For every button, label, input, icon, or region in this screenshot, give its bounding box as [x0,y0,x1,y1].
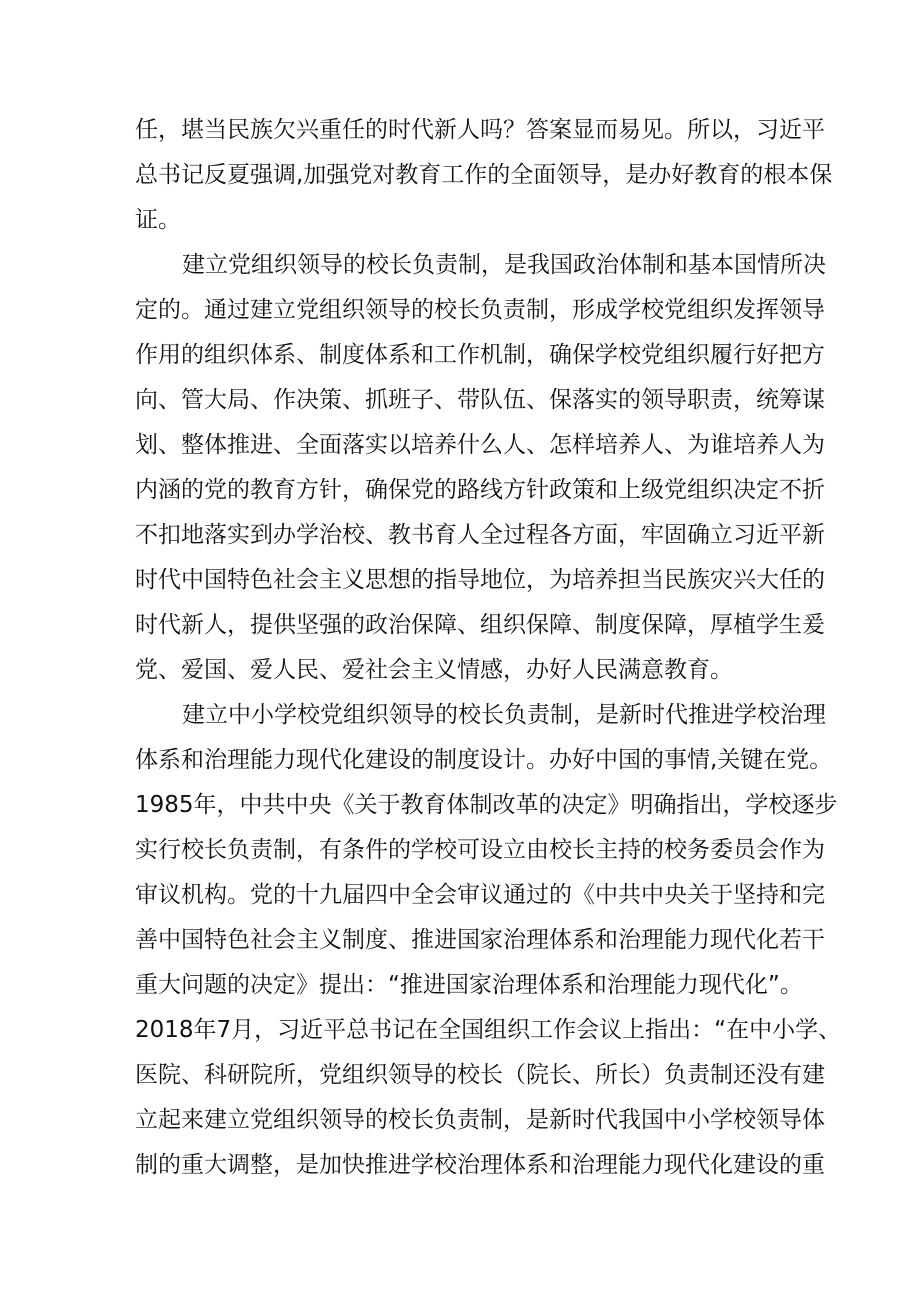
text-line: 向、管大局、作决策、抓班子、带队伍、保落实的领导职责，统筹谋 [135,387,825,413]
text-line: 重大问题的决定》提出：“推进国家治理体系和治理能力现代化”。 [135,972,803,998]
text-line: 立起来建立党组织领导的校长负责制，是新时代我国中小学校领导体 [135,1107,825,1133]
text-line: 不扣地落实到办学治校、教书育人全过程各方面，牢固确立习近平新 [135,522,825,548]
text-line: 总书记反夏强调,加强党对教育工作的全面领导，是办好教育的根本保 [135,162,833,188]
text-line: 建立中小学校党组织领导的校长负责制，是新时代推进学校治理 [182,702,826,728]
text-line: 2018年7月，习近平总书记在全国组织工作会议上指出：“在中小学、 [135,1017,842,1043]
text-line: 制的重大调整，是加快推进学校治理体系和治理能力现代化建设的重 [135,1152,825,1178]
text-line: 审议机构。党的十九届四中全会审议通过的《中共中央关于坚持和完 [135,882,825,908]
text-line: 证。 [135,207,181,233]
text-line: 党、爱国、爱人民、爱社会主义情感，办好人民满意教育。 [135,657,733,683]
text-line: 时代中国特色社会主义思想的指导地位，为培养担当民族灾兴大任的 [135,567,825,593]
text-line: 建立党组织领导的校长负责制，是我国政治体制和基本国情所决 [182,252,826,278]
text-line: 作用的组织体系、制度体系和工作机制，确保学校党组织履行好把方 [135,342,825,368]
text-line: 任，堪当民族欠兴重任的时代新人吗？答案显而易见。所以，习近平 [135,117,825,143]
text-line: 定的。通过建立党组织领导的校长负责制，形成学校党组织发挥领导 [135,297,825,323]
text-line: 体系和治理能力现代化建设的制度设计。办好中国的事情,关键在党。 [135,747,833,773]
text-line: 时代新人，提供坚强的政治保障、组织保障、制度保障，厚植学生爰 [135,612,825,638]
text-line: 内涵的党的教育方针，确保党的路线方针政策和上级党组织决定不折 [135,477,825,503]
text-line: 善中国特色社会主义制度、推进国家治理体系和治理能力现代化若干 [135,927,825,953]
text-line: 1985年，中共中央《关于教育体制改革的决定》明确指出，学校逐步 [135,792,838,818]
text-line: 医院、科研院所，党组织领导的校长（院长、所长）负责制还没有建 [135,1062,825,1088]
text-line: 实行校长负责制，有条件的学校可设立由校长主持的校务委员会作为 [135,837,825,863]
text-line: 划、整体推进、全面落实以培养什么人、怎样培养人、为谁培养人为 [135,432,825,458]
